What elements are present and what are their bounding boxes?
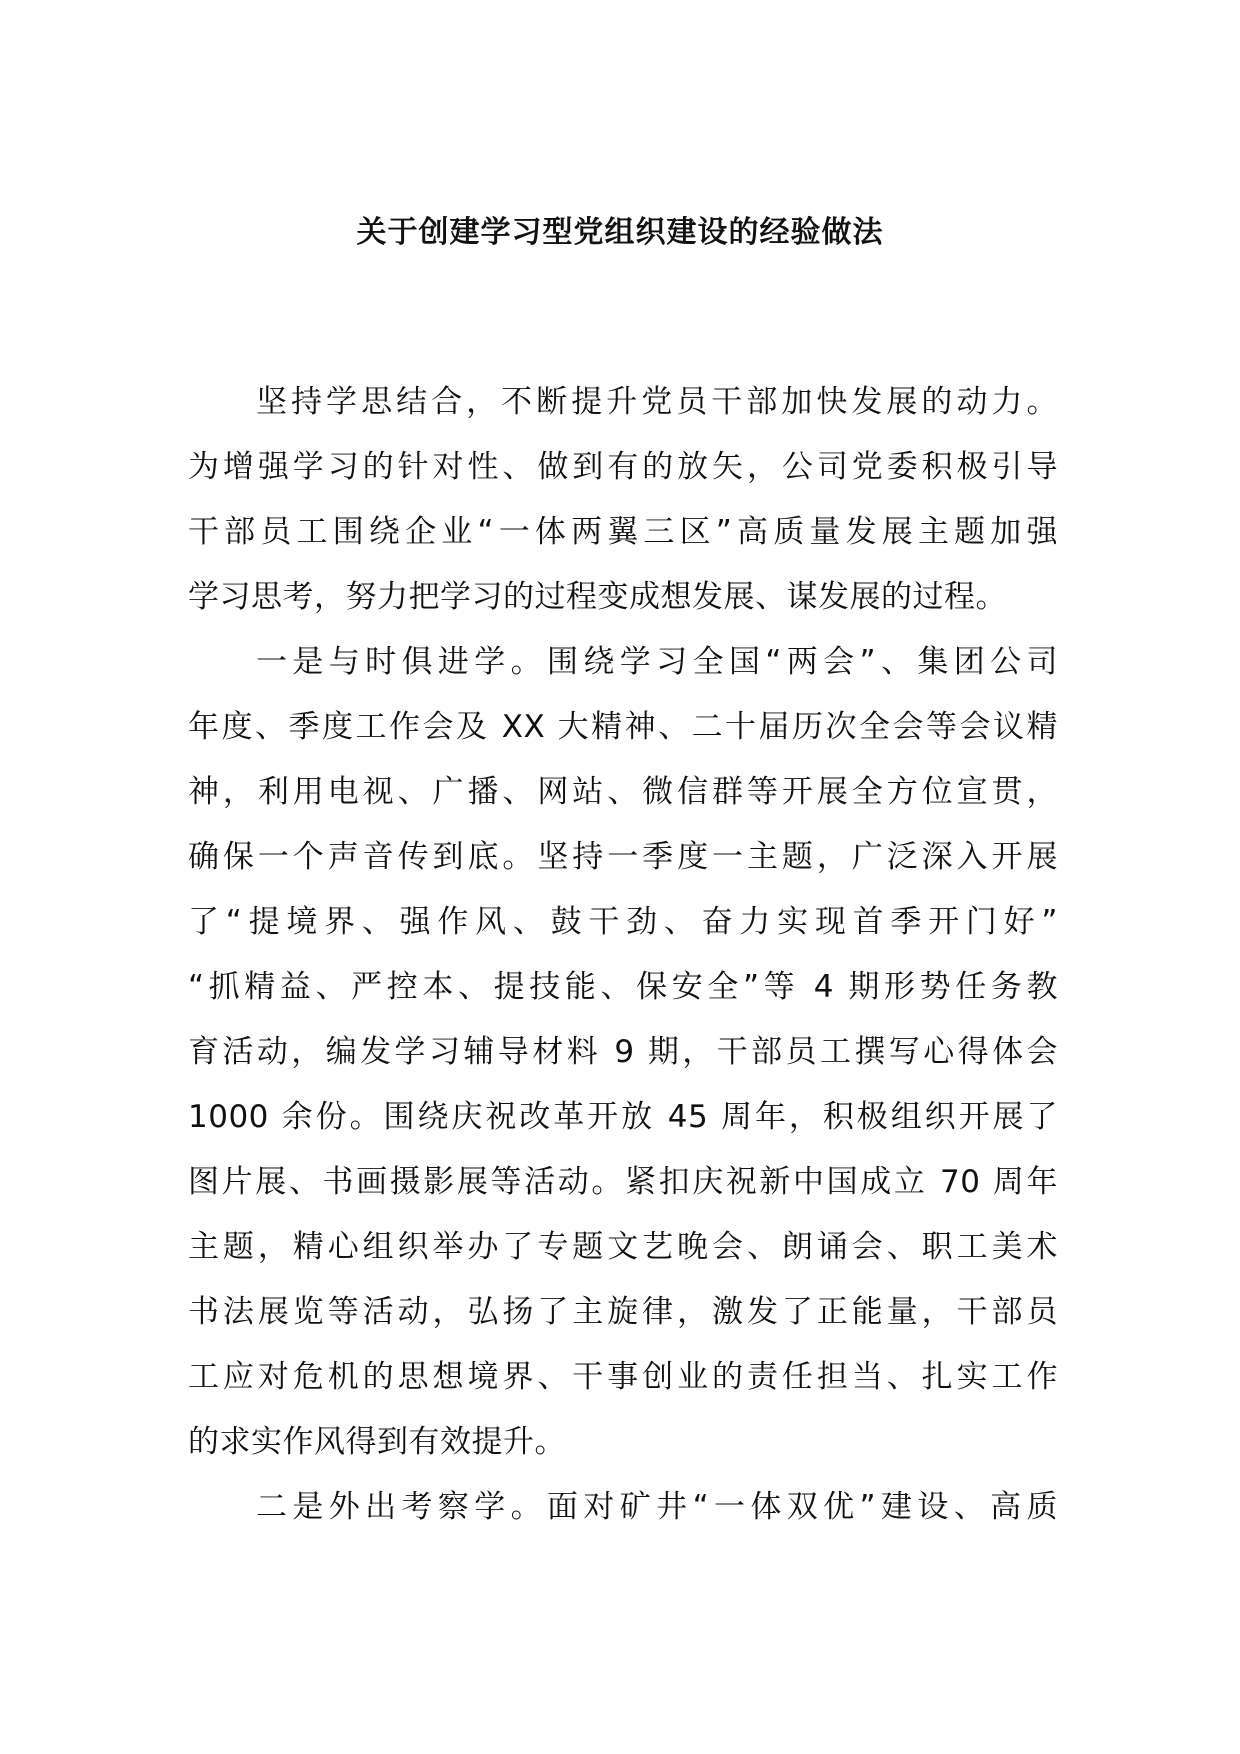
paragraph-line: 图片展、书画摄影展等活动。紧扣庆祝新中国成立 70 周年 — [188, 1164, 1058, 1200]
paragraph-line: 育活动，编发学习辅导材料 9 期，干部员工撰写心得体会 — [188, 1034, 1058, 1070]
paragraph-line: 书法展览等活动，弘扬了主旋律，激发了正能量，干部员 — [188, 1294, 1058, 1330]
paragraph-line: 工应对危机的思想境界、干事创业的责任担当、扎实工作 — [188, 1359, 1058, 1395]
paragraph-line: 确保一个声音传到底。坚持一季度一主题，广泛深入开展 — [188, 839, 1058, 875]
paragraph-line: 为增强学习的针对性、做到有的放矢，公司党委积极引导 — [188, 449, 1058, 485]
paragraph-line: 坚持学思结合，不断提升党员干部加快发展的动力。 — [256, 384, 1058, 420]
paragraph-line: 1000 余份。围绕庆祝改革开放 45 周年，积极组织开展了 — [188, 1099, 1058, 1135]
paragraph-line: “抓精益、严控本、提技能、保安全”等 4 期形势任务教 — [188, 969, 1058, 1005]
document-body — [188, 370, 1058, 1540]
paragraph-line: 年度、季度工作会及 XX 大精神、二十届历次全会等会议精 — [188, 709, 1058, 745]
paragraph-line: 的求实作风得到有效提升。 — [188, 1424, 566, 1460]
paragraph-line: 一是与时俱进学。围绕学习全国“两会”、集团公司 — [256, 644, 1058, 680]
paragraph-3 — [188, 1475, 1058, 1540]
paragraph-line: 主题，精心组织举办了专题文艺晚会、朗诵会、职工美术 — [188, 1229, 1058, 1265]
paragraph-line: 二是外出考察学。面对矿井“一体双优”建设、高质 — [256, 1489, 1058, 1525]
paragraph-line: 干部员工围绕企业“一体两翼三区”高质量发展主题加强 — [188, 514, 1058, 550]
paragraph-1 — [188, 370, 1058, 630]
paragraph-line: 了“提境界、强作风、鼓干劲、奋力实现首季开门好” — [188, 904, 1058, 940]
paragraph-line: 神，利用电视、广播、网站、微信群等开展全方位宣贯， — [188, 774, 1058, 810]
paragraph-line: 学习思考，努力把学习的过程变成想发展、谋发展的过程。 — [188, 579, 1007, 615]
document-title: 关于创建学习型党组织建设的经验做法 — [356, 215, 884, 250]
paragraph-2 — [188, 630, 1058, 1475]
